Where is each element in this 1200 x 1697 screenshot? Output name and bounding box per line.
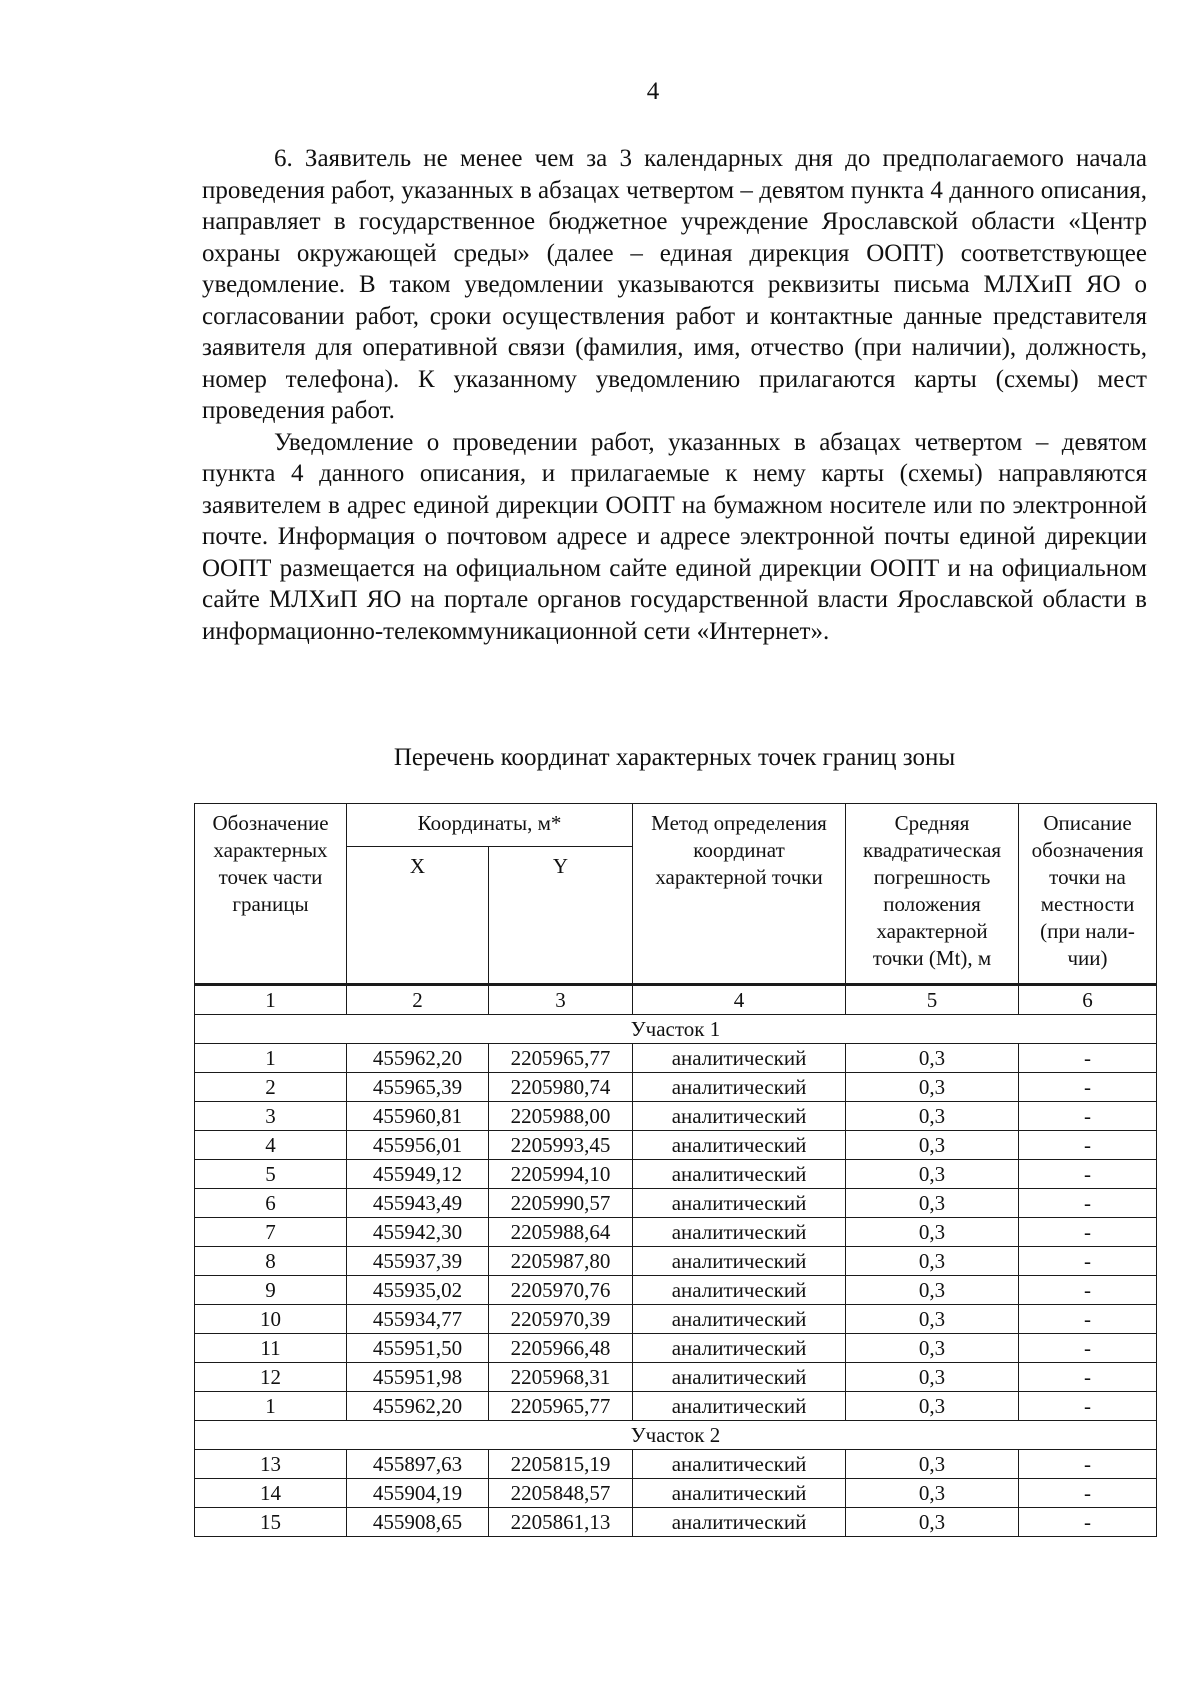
error-cell: 0,3 [846, 1334, 1019, 1363]
description-cell: - [1019, 1044, 1157, 1073]
description-cell: - [1019, 1160, 1157, 1189]
y-coordinate-cell: 2205848,57 [489, 1479, 633, 1508]
section-label: Участок 1 [195, 1015, 1157, 1044]
y-coordinate-cell: 2205980,74 [489, 1073, 633, 1102]
table-title: Перечень координат характерных точек границ зоны [393, 744, 956, 771]
method-cell: аналитический [633, 1189, 846, 1218]
description-cell: - [1019, 1508, 1157, 1537]
method-cell: аналитический [633, 1305, 846, 1334]
table-row [195, 1450, 1157, 1479]
method-cell: аналитический [633, 1218, 846, 1247]
x-coordinate-cell: 455937,39 [347, 1247, 489, 1276]
point-number-cell: 11 [195, 1334, 347, 1363]
point-number-cell: 8 [195, 1247, 347, 1276]
y-coordinate-cell: 2205987,80 [489, 1247, 633, 1276]
point-number-cell: 5 [195, 1160, 347, 1189]
table-row [195, 1073, 1157, 1102]
table-row [195, 1508, 1157, 1537]
description-cell: - [1019, 1218, 1157, 1247]
description-cell: - [1019, 1276, 1157, 1305]
y-coordinate-cell: 2205965,77 [489, 1392, 633, 1421]
error-cell: 0,3 [846, 1044, 1019, 1073]
description-cell: - [1019, 1131, 1157, 1160]
column-number: 1 [195, 985, 347, 1015]
description-cell: - [1019, 1189, 1157, 1218]
y-coordinate-cell: 2205970,39 [489, 1305, 633, 1334]
y-coordinate-cell: 2205861,13 [489, 1508, 633, 1537]
y-coordinate-cell: 2205815,19 [489, 1450, 633, 1479]
y-coordinate-cell: 2205966,48 [489, 1334, 633, 1363]
description-cell: - [1019, 1305, 1157, 1334]
table-row [195, 1102, 1157, 1131]
method-cell: аналитический [633, 1508, 846, 1537]
point-number-cell: 14 [195, 1479, 347, 1508]
header-x: X [347, 847, 489, 985]
description-cell: - [1019, 1334, 1157, 1363]
point-number-cell: 13 [195, 1450, 347, 1479]
y-coordinate-cell: 2205965,77 [489, 1044, 633, 1073]
error-cell: 0,3 [846, 1363, 1019, 1392]
paragraph-notification: Уведомление о проведении работ, указанных в абзацах четвертом – девятом пункта 4 данного описания, и прилагаемые к нему карты (схемы) направляются заявителем в адрес единой дирекции ООПТ на бумажном носителе или по электронной почте. Информация о почтовом адресе и адресе электронной почты единой дирекции ООПТ размещается на официальном сайте единой дирекции ООПТ и на официальном сайте МЛХиП ЯО на портале органов государственной власти Ярославской области в информационно-телекоммуникационной сети «Интернет». [202, 428, 1147, 645]
method-cell: аналитический [633, 1363, 846, 1392]
table-row [195, 1131, 1157, 1160]
x-coordinate-cell: 455908,65 [347, 1508, 489, 1537]
point-number-cell: 1 [195, 1044, 347, 1073]
point-number-cell: 1 [195, 1392, 347, 1421]
method-cell: аналитический [633, 1131, 846, 1160]
header-coordinates: Координаты, м* [347, 804, 633, 847]
method-cell: аналитический [633, 1276, 846, 1305]
header-y: Y [489, 847, 633, 985]
section-label: Участок 2 [195, 1421, 1157, 1450]
coordinates-table [194, 803, 1157, 1537]
y-coordinate-cell: 2205988,64 [489, 1218, 633, 1247]
paragraph-6: 6. Заявитель не менее чем за 3 календарных дня до предполагаемого начала проведения работ, указанных в абзацах четвертом – девятом пункта 4 данного описания, направляет в государственное бюджетное учреждение Ярославской области «Центр охраны окружающей среды» (далее – единая дирекция ООПТ) соответствующее уведомление. В таком уведомлении указываются реквизиты письма МЛХиП ЯО о согласовании работ, сроки осуществления работ и контактные данные представителя заявителя для оперативной связи (фамилия, имя, отчество (при наличии), должность, номер телефона). К указанному уведомлению прилагаются карты (схемы) мест проведения работ. [202, 145, 1147, 424]
y-coordinate-cell: 2205988,00 [489, 1102, 633, 1131]
section-row [195, 1421, 1157, 1450]
error-cell: 0,3 [846, 1131, 1019, 1160]
x-coordinate-cell: 455935,02 [347, 1276, 489, 1305]
table-row [195, 1305, 1157, 1334]
y-coordinate-cell: 2205994,10 [489, 1160, 633, 1189]
description-cell: - [1019, 1247, 1157, 1276]
header-description: Описание обозначения точки на местности (при нали-чии) [1019, 804, 1157, 985]
method-cell: аналитический [633, 1073, 846, 1102]
error-cell: 0,3 [846, 1160, 1019, 1189]
method-cell: аналитический [633, 1044, 846, 1073]
method-cell: аналитический [633, 1102, 846, 1131]
error-cell: 0,3 [846, 1508, 1019, 1537]
error-cell: 0,3 [846, 1450, 1019, 1479]
x-coordinate-cell: 455934,77 [347, 1305, 489, 1334]
x-coordinate-cell: 455962,20 [347, 1392, 489, 1421]
point-number-cell: 3 [195, 1102, 347, 1131]
x-coordinate-cell: 455942,30 [347, 1218, 489, 1247]
x-coordinate-cell: 455951,98 [347, 1363, 489, 1392]
error-cell: 0,3 [846, 1392, 1019, 1421]
section-row [195, 1015, 1157, 1044]
error-cell: 0,3 [846, 1247, 1019, 1276]
method-cell: аналитический [633, 1160, 846, 1189]
table-row [195, 1247, 1157, 1276]
error-cell: 0,3 [846, 1305, 1019, 1334]
header-method: Метод определения координат характерной точки [633, 804, 846, 985]
x-coordinate-cell: 455962,20 [347, 1044, 489, 1073]
column-number: 5 [846, 985, 1019, 1015]
method-cell: аналитический [633, 1392, 846, 1421]
description-cell: - [1019, 1392, 1157, 1421]
error-cell: 0,3 [846, 1276, 1019, 1305]
point-number-cell: 4 [195, 1131, 347, 1160]
point-number-cell: 9 [195, 1276, 347, 1305]
x-coordinate-cell: 455904,19 [347, 1479, 489, 1508]
error-cell: 0,3 [846, 1479, 1019, 1508]
x-coordinate-cell: 455951,50 [347, 1334, 489, 1363]
table-row [195, 1392, 1157, 1421]
x-coordinate-cell: 455960,81 [347, 1102, 489, 1131]
point-number-cell: 12 [195, 1363, 347, 1392]
table-row [195, 1276, 1157, 1305]
column-numbers-row [195, 985, 1157, 1015]
description-cell: - [1019, 1073, 1157, 1102]
column-number: 6 [1019, 985, 1157, 1015]
page-number: 4 [646, 78, 660, 105]
x-coordinate-cell: 455943,49 [347, 1189, 489, 1218]
table-row [195, 1218, 1157, 1247]
method-cell: аналитический [633, 1247, 846, 1276]
table-row [195, 1334, 1157, 1363]
column-number: 2 [347, 985, 489, 1015]
description-cell: - [1019, 1363, 1157, 1392]
y-coordinate-cell: 2205993,45 [489, 1131, 633, 1160]
method-cell: аналитический [633, 1450, 846, 1479]
table-row [195, 1160, 1157, 1189]
description-cell: - [1019, 1450, 1157, 1479]
method-cell: аналитический [633, 1479, 846, 1508]
point-number-cell: 10 [195, 1305, 347, 1334]
y-coordinate-cell: 2205968,31 [489, 1363, 633, 1392]
column-number: 3 [489, 985, 633, 1015]
table-body [195, 1015, 1157, 1537]
point-number-cell: 6 [195, 1189, 347, 1218]
x-coordinate-cell: 455965,39 [347, 1073, 489, 1102]
x-coordinate-cell: 455949,12 [347, 1160, 489, 1189]
x-coordinate-cell: 455897,63 [347, 1450, 489, 1479]
point-number-cell: 15 [195, 1508, 347, 1537]
column-number: 4 [633, 985, 846, 1015]
method-cell: аналитический [633, 1334, 846, 1363]
error-cell: 0,3 [846, 1218, 1019, 1247]
error-cell: 0,3 [846, 1073, 1019, 1102]
table-row [195, 1189, 1157, 1218]
description-cell: - [1019, 1102, 1157, 1131]
y-coordinate-cell: 2205990,57 [489, 1189, 633, 1218]
table-row [195, 1044, 1157, 1073]
x-coordinate-cell: 455956,01 [347, 1131, 489, 1160]
header-error: Средняя квадратическая погрешность положения характерной точки (Mt), м [846, 804, 1019, 985]
error-cell: 0,3 [846, 1189, 1019, 1218]
body-text [202, 143, 1147, 647]
y-coordinate-cell: 2205970,76 [489, 1276, 633, 1305]
error-cell: 0,3 [846, 1102, 1019, 1131]
point-number-cell: 2 [195, 1073, 347, 1102]
description-cell: - [1019, 1479, 1157, 1508]
table-row [195, 1363, 1157, 1392]
header-point-designation: Обозначение характерных точек части границы [195, 804, 347, 985]
point-number-cell: 7 [195, 1218, 347, 1247]
table-row [195, 1479, 1157, 1508]
